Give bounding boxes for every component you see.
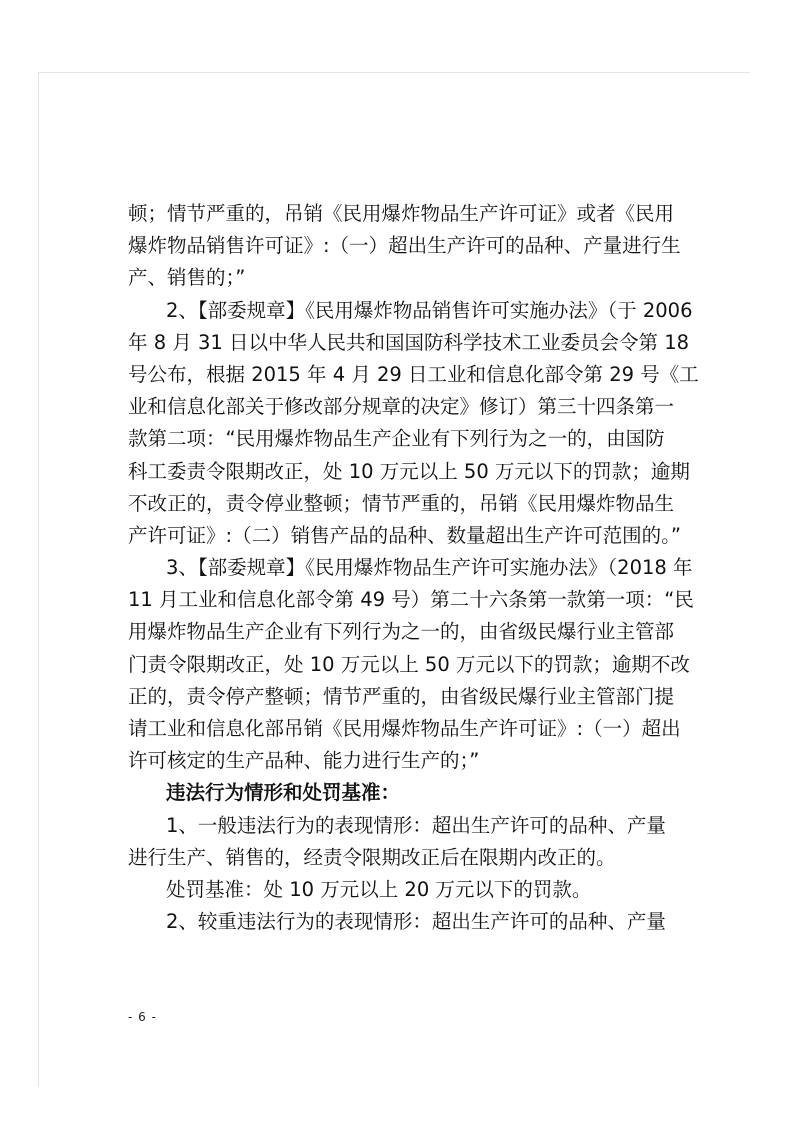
page-number: - 6 -	[128, 1010, 157, 1024]
text-line: 用爆炸物品生产企业有下列行为之一的，由省级民爆行业主管部	[128, 620, 675, 644]
text-line: 年 8 月 31 日以中华人民共和国国防科学技术工业委员会令第 18	[128, 330, 690, 354]
document-body	[128, 198, 699, 938]
text-line: 请工业和信息化部吊销《民用爆炸物品生产许可证》:（一）超出	[128, 717, 681, 740]
paragraph-start: 1、一般违法行为的表现情形：超出生产许可的品种、产量	[166, 813, 666, 837]
text-line: 进行生产、销售的，经责令限期改正后在限期内改正的。	[128, 845, 616, 869]
text-line: 许可核定的生产品种、能力进行生产的；”	[128, 749, 480, 773]
text-line: 正的，责令停产整顿；情节严重的，由省级民爆行业主管部门提	[128, 684, 675, 708]
page-border-left	[38, 72, 39, 1087]
paragraph-start: 3、【部委规章】《民用爆炸物品生产许可实施办法》（2018 年	[166, 556, 693, 580]
text-line: 款第二项：“民用爆炸物品生产企业有下列行为之一的，由国防	[128, 427, 665, 451]
page-border-top	[38, 72, 750, 73]
paragraph-start: 2、【部委规章】《民用爆炸物品销售许可实施办法》（于 2006	[166, 298, 693, 322]
text-line: 11 月工业和信息化部令第 49 号）第二十六条第一款第一项：“民	[128, 588, 694, 612]
text-line: 顿；情节严重的，吊销《民用爆炸物品生产许可证》或者《民用	[128, 202, 675, 225]
text-line: 科工委责令限期改正，处 10 万元以上 50 万元以下的罚款；逾期	[128, 459, 690, 483]
text-line: 业和信息化部关于修改部分规章的决定》修订）第三十四条第一	[128, 395, 675, 419]
text-line: 爆炸物品销售许可证》:（一）超出生产许可的品种、产量进行生	[128, 234, 681, 258]
text-line: 号公布，根据 2015 年 4 月 29 日工业和信息化部令第 29 号《工	[128, 362, 699, 386]
text-line: 不改正的，责令停业整顿；情节严重的，吊销《民用爆炸物品生	[128, 491, 675, 515]
text-line: 产许可证》:（二）销售产品的品种、数量超出生产许可范围的。”	[128, 523, 681, 547]
text-line: 门责令限期改正，处 10 万元以上 50 万元以下的罚款；逾期不改	[128, 652, 690, 676]
paragraph-start: 2、较重违法行为的表现情形：超出生产许可的品种、产量	[166, 910, 666, 934]
section-heading: 违法行为情形和处罚基准：	[166, 781, 401, 805]
text-line: 产、销售的；”	[128, 266, 246, 290]
paragraph-start: 处罚基准：处 10 万元以上 20 万元以下的罚款。	[166, 877, 592, 901]
